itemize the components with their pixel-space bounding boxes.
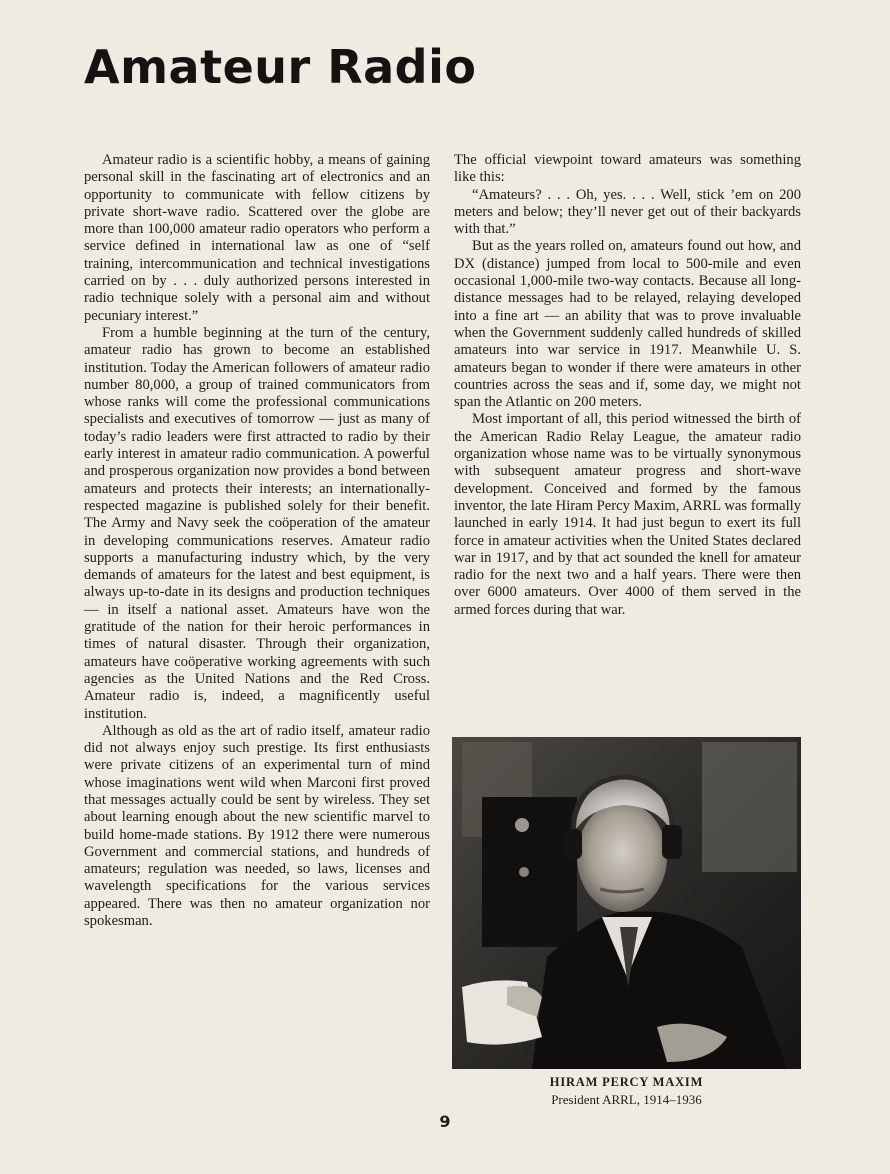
paragraph-history: From a humble beginning at the turn of the century, amateur radio has grown to become an established institution. Today the American followers of amateur radio number 80,000, a group of trained communicators from whose ranks will come the professional communications specialists and executives of tomorrow — just as many of today’s radio leaders were first attracted to radio by their early interest in amateur radio communication. A powerful and prosperous organization now provides a bond between amateurs and protects their interests; an internationally-respected magazine is published solely for their benefit. The Army and Navy seek the coöperation of the amateur in developing communications reserves. Amateur radio supports a manufacturing industry which, by the very demands of amateurs for the latest and best equipment, is always up-to-date in its designs and production techniques — in itself a national asset. Amateurs have won the gratitude of the nation for their heroic performances in times of natural disaster. Through their organization, amateurs have coöperative working agreements with such agencies as the United Nations and the Red Cross. Amateur radio is, indeed, a magnificently useful institution. bbox=[84, 324, 430, 722]
right-column bbox=[454, 152, 801, 619]
paragraph-origins: Although as old as the art of radio itself, amateur radio did not always enjoy such prestige. Its first enthusiasts were private citizens of an experimental turn of mind whose imaginations went wild when Marconi first proved that messages actually could be sent by wireless. They set about learning enough about the new scientific marvel to build home-made stations. By 1912 there were numerous Government and commercial stations, and hundreds of amateurs; regulation was needed, so laws, licenses and wavelength specifications for the various services appeared. There was then no amateur organization nor spokesman. bbox=[84, 722, 430, 930]
caption-title: President ARRL, 1914–1936 bbox=[551, 1092, 702, 1107]
paragraph-intro: Amateur radio is a scientific hobby, a means of gaining personal skill in the fascinating art of electronics and an opportunity to communicate with fellow citizens by private short-wave radio. Scattered over the globe are more than 100,000 amateur radio operators who perform a service defined in international law as one of “self training, intercommunication and technical investigations carried on by . . . duly authorized persons interested in radio technique solely with a personal aim and without pecuniary interest.” bbox=[84, 152, 430, 324]
page-number: 9 bbox=[439, 1112, 451, 1131]
page-title: Amateur Radio bbox=[84, 40, 477, 94]
paragraph-arrl: Most important of all, this period witnessed the birth of the American Radio Relay League, the amateur radio organization whose name was to be virtually synonymous with subsequent amateur progress and short-wave development. Conceived and formed by the famous inventor, the late Hiram Percy Maxim, ARRL was formally launched in early 1914. It had just begun to exert its full force in amateur activities when the United States declared war in 1917, and by that act sounded the knell for amateur radio for the next two and a half years. There were then over 6000 amateurs. Over 4000 of them served in the armed forces during that war. bbox=[454, 411, 801, 618]
paragraph-official-viewpoint: The official viewpoint toward amateurs was something like this: bbox=[454, 152, 801, 186]
paragraph-dx: But as the years rolled on, amateurs found out how, and DX (distance) jumped from local to 500-mile and even occasional 1,000-mile two-way contacts. Because all long-distance messages had to be relayed, relaying developed into a fine art — an ability that was to prove invaluable when the Government suddenly called hundreds of skilled amateurs into war service in 1917. Meanwhile U. S. amateurs began to wonder if there were amateurs in other countries across the seas and if, some day, we might not span the Atlantic on 200 meters. bbox=[454, 238, 801, 411]
caption-name: HIRAM PERCY MAXIM bbox=[549, 1075, 704, 1089]
portrait-illustration bbox=[452, 737, 801, 1069]
portrait-photo bbox=[452, 737, 801, 1069]
quoted-remark: “Amateurs? . . . Oh, yes. . . . Well, stick ’em on 200 meters and below; they’ll never get out of their backyards with that.” bbox=[454, 186, 801, 238]
left-column bbox=[84, 152, 430, 930]
photo-caption bbox=[452, 1074, 801, 1108]
